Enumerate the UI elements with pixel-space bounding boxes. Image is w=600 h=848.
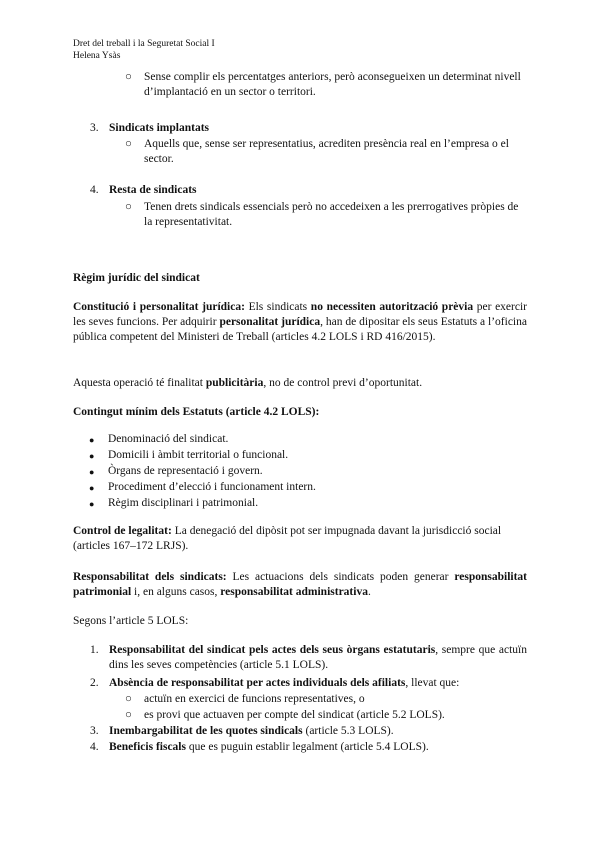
list-subitem: actuïn en exercici de funcions representatives, o: [144, 693, 365, 705]
list-item: Denominació del sindicat.: [108, 433, 229, 445]
list-number: 3.: [90, 725, 99, 737]
list-item: Òrgans de representació i govern.: [108, 465, 263, 477]
bold-text: Responsabilitat del sindicat pels actes dels seus òrgans estatutaris: [109, 644, 436, 656]
list-number: 4.: [90, 741, 99, 753]
filled-bullet-icon: ●: [89, 467, 95, 477]
paragraph-text: , sempre que actuïn dins les seves competències (article 5.1 LOLS).: [109, 644, 527, 671]
list-item: [109, 724, 394, 739]
paragraph-text: Les actuacions dels sindicats poden generar: [226, 571, 455, 583]
list-item: [109, 740, 429, 755]
list-item: Procediment d’elecció i funcionament intern.: [108, 481, 316, 493]
filled-bullet-icon: ●: [89, 435, 95, 445]
paragraph-control: [73, 524, 527, 554]
bold-text: no necessiten autorització prèvia: [310, 301, 474, 313]
paragraph-text: i, en alguns casos,: [131, 586, 221, 598]
paragraph-text: La denegació del dipòsit pot ser impugnada davant la jurisdicció social (articles 167–172 LRJS).: [73, 525, 502, 552]
open-bullet-icon: ○: [125, 71, 132, 83]
contingut-heading: Contingut mínim dels Estatuts (article 4.2 LOLS):: [73, 406, 320, 418]
filled-bullet-icon: ●: [89, 483, 95, 493]
list-subitem: es provi que actuaven per compte del sindicat (article 5.2 LOLS).: [144, 709, 445, 721]
header-author: Helena Ysàs: [73, 51, 121, 61]
paragraph-finalitat: [73, 376, 527, 391]
list-number: 4.: [90, 184, 99, 196]
paragraph-label: Constitució i personalitat jurídica:: [73, 301, 245, 313]
paragraph-text: que es puguin establir legalment (article 5.4 LOLS).: [185, 741, 429, 753]
list-item: [109, 676, 527, 691]
paragraph-text: , han de dipositar els seus Estatuts a l’oficina pública competent del Ministeri de Treball (articles 4.2 LOLS i RD 416/2015).: [73, 316, 527, 343]
paragraph-text: .: [367, 586, 371, 598]
list-subitem: Tenen drets sindicals essencials però no accedeixen a les prerrogatives pròpies de la representativitat.: [144, 201, 519, 228]
bold-text: Absència de responsabilitat per actes individuals dels afiliats: [109, 677, 406, 689]
open-bullet-icon: ○: [125, 201, 132, 213]
paragraph-label: Control de legalitat:: [73, 525, 172, 537]
filled-bullet-icon: ●: [89, 499, 95, 509]
list-subitem: Aquells que, sense ser representatius, acrediten presència real en l’empresa o el sector.: [144, 138, 509, 165]
open-bullet-icon: ○: [125, 709, 132, 721]
paragraph-responsabilitat: [73, 570, 527, 600]
section-heading: Règim jurídic del sindicat: [73, 272, 200, 284]
bold-text: responsabilitat patrimonial: [73, 571, 527, 598]
open-bullet-icon: ○: [125, 138, 132, 150]
paragraph-text: , llevat que:: [405, 677, 460, 689]
list-item: Règim disciplinari i patrimonial.: [108, 497, 259, 509]
paragraph-text: Els sindicats: [244, 301, 311, 313]
bold-text: personalitat jurídica: [219, 316, 321, 328]
list-item-title: Resta de sindicats: [109, 184, 197, 196]
bold-text: Inembargabilitat de les quotes sindicals: [109, 725, 303, 737]
list-number: 2.: [90, 677, 99, 689]
list-item-title: Sindicats implantats: [109, 122, 210, 134]
bold-text: responsabilitat administrativa: [220, 586, 368, 598]
list-subitem: Sense complir els percentatges anteriors, però aconsegueixen un determinat nivell d’implantació en un sector o territori.: [144, 71, 521, 98]
list-number: 1.: [90, 644, 99, 656]
list-item: [109, 643, 527, 673]
paragraph-text: per exercir les seves funcions. Per adquirir: [73, 301, 527, 328]
filled-bullet-icon: ●: [89, 451, 95, 461]
list-number: 3.: [90, 122, 99, 134]
paragraph-label: Responsabilitat dels sindicats:: [73, 571, 227, 583]
open-bullet-icon: ○: [125, 693, 132, 705]
paragraph-text: (article 5.3 LOLS).: [302, 725, 394, 737]
list-item: Domicili i àmbit territorial o funcional.: [108, 449, 289, 461]
header-course: Dret del treball i la Seguretat Social I: [73, 39, 215, 49]
paragraph-segons: Segons l’article 5 LOLS:: [73, 615, 189, 627]
paragraph-text: , no de control previ d’oportunitat.: [263, 377, 423, 389]
paragraph-constitucio: [73, 300, 527, 345]
bold-text: Beneficis fiscals: [109, 741, 186, 753]
paragraph-text: Aquesta operació té finalitat: [73, 377, 206, 389]
bold-text: publicitària: [205, 377, 264, 389]
